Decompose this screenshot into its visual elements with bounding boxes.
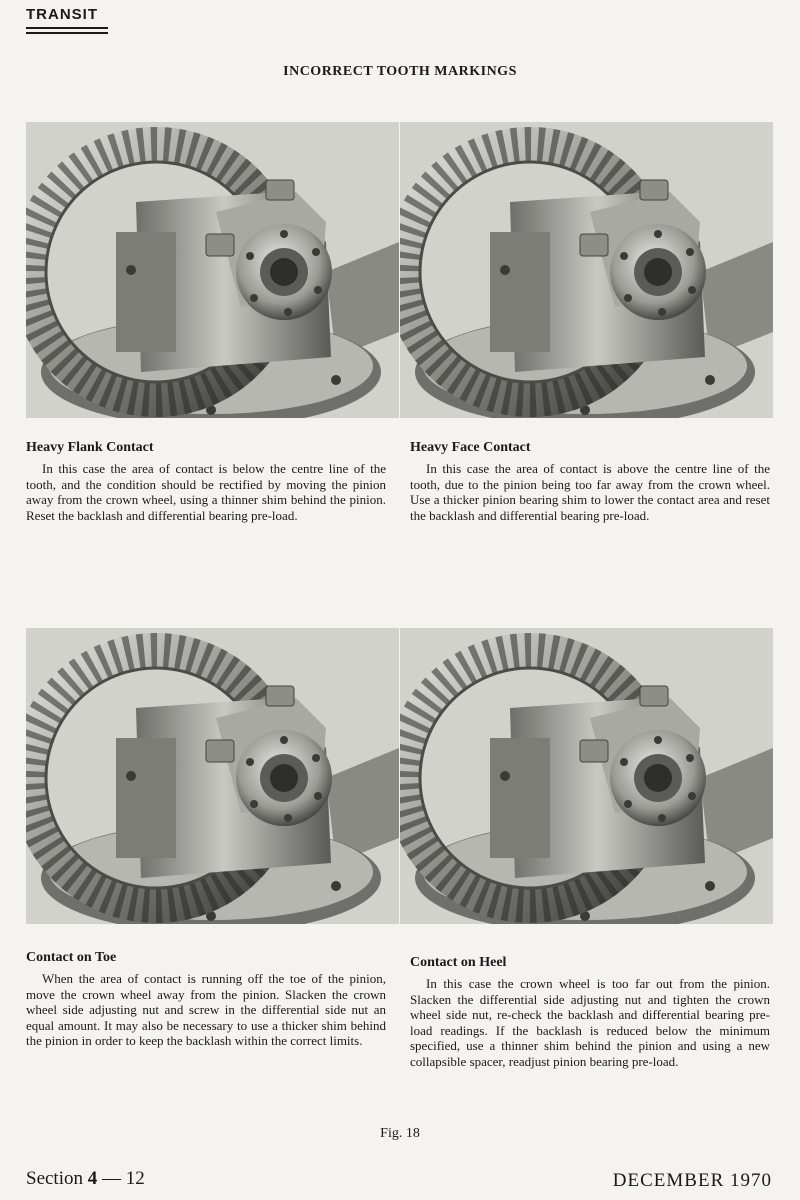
figure-label: Fig. 18	[380, 1126, 420, 1141]
gear-photo-contact-heel	[400, 628, 773, 924]
panel-body: When the area of contact is running off the toe of the pinion, move the crown wheel away from the pinion. Slacken the crown wheel side adjusting nut and screw in the differential side nut an equal amount. It may also be necessary to use a thicker shim behind the pinion in order to keep the backlash within the correct limits.	[26, 971, 386, 1048]
panel-heading: Contact on Heel	[410, 955, 507, 970]
panel-heading: Heavy Flank Contact	[26, 440, 154, 455]
page-title: INCORRECT TOOTH MARKINGS	[283, 64, 517, 79]
panel-heading: Contact on Toe	[26, 950, 117, 965]
panel-body: In this case the area of contact is below the centre line of the tooth, and the condition should be rectified by moving the pinion away from the crown wheel, using a thinner shim behind the pinion. Reset the backlash and differential bearing pre-load.	[26, 461, 386, 523]
header-rule-top	[26, 27, 108, 29]
panel-body: In this case the area of contact is above the centre line of the tooth, due to the pinion being too far away from the crown wheel. Use a thicker pinion bearing shim to lower the contact area and reset the backlash and differential bearing pre-load.	[410, 461, 770, 523]
section-number: 4	[87, 1168, 98, 1189]
page-number: — 12	[102, 1168, 145, 1189]
panel-heavy-flank	[26, 440, 386, 523]
gear-photo-heavy-face	[400, 122, 773, 418]
gear-photo-heavy-flank	[26, 122, 399, 418]
footer-date: DECEMBER 1970	[612, 1170, 772, 1191]
panel-heading: Heavy Face Contact	[410, 440, 531, 455]
section-prefix: Section	[26, 1168, 83, 1189]
panel-contact-toe	[26, 950, 386, 1049]
header-rule-bottom	[26, 32, 108, 34]
header-tag: TRANSIT	[26, 6, 98, 23]
panel-body: In this case the crown wheel is too far out from the pinion. Slacken the differential side adjusting nut and tighten the crown wheel side nut, re-check the backlash and differential bearing pre-load readings. If the backlash is reduced below the minimum specified, use a thinner shim behind the pinion and using a new collapsible spacer, readjust pinion bearing pre-load.	[410, 976, 770, 1069]
panel-heavy-face	[410, 440, 770, 523]
footer-section	[26, 1168, 145, 1190]
panel-contact-heel	[410, 955, 770, 1069]
gear-photo-contact-toe	[26, 628, 399, 924]
